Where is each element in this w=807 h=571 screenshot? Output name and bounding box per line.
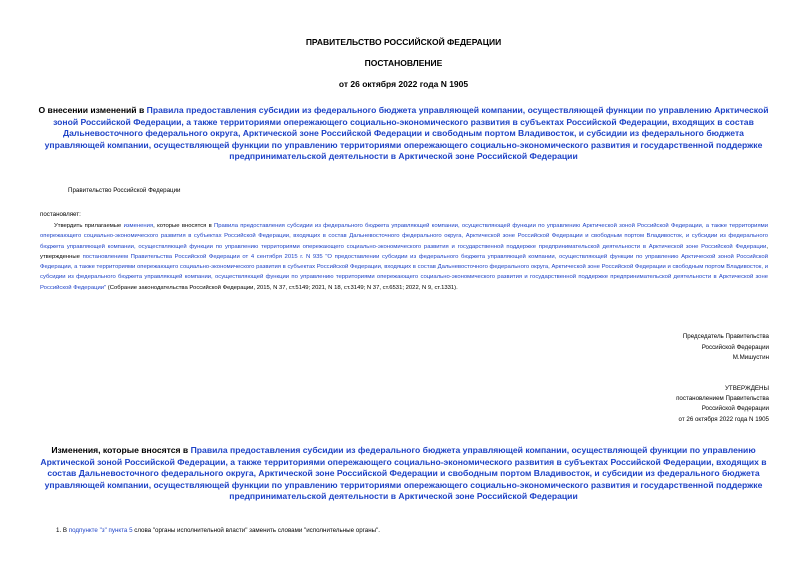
document-type-heading: ПОСТАНОВЛЕНИЕ <box>364 58 443 68</box>
approval-line-4: от 26 октября 2022 года N 1905 <box>678 415 769 423</box>
title-prefix: О внесении изменений в <box>38 105 147 115</box>
document-title <box>38 105 769 163</box>
item-number: 1. В <box>56 527 69 534</box>
para-text-2: , которые вносятся в <box>153 223 215 229</box>
changes-title <box>38 445 769 503</box>
government-label: Правительство Российской Федерации <box>68 187 181 194</box>
title-rules-link[interactable]: Правила предоставления субсидии из федерального бюджета управляющей компании, осуществляющей функции по управлению Арктической зоной Российской Федерации, а также территориями опережающего социально-экономического развития в субъектах Российской Федерации, входящих в состав Дальневосточного федерального округа, Арктической зоне Российской Федерации и свободным портом Владивосток, и субсидии из федерального бюджета управляющей компании, осуществляющей функции по управлению территориями опережающего социально-экономического развития и государственной поддержке предпринимательской деятельности в Арктической зоне Российской Федерации <box>44 105 769 162</box>
approval-block <box>676 384 769 425</box>
signature-line-3: М.Мишустин <box>732 354 769 361</box>
para-text-3: , утвержденные <box>40 243 768 260</box>
document-date-number: от 26 октября 2022 года N 1905 <box>338 79 469 89</box>
subparagraph-link[interactable]: подпункте "з" пункта 5 <box>68 527 133 534</box>
changes-link[interactable]: изменения <box>123 223 154 229</box>
para-text-4: (Собрание законодательства Российской Федерации, 2015, N 37, ст.5149; 2021, N 18, ст.3149; N 37, ст.6531; 2022, N 9, ст.1331). <box>106 284 458 291</box>
signature-block <box>683 332 769 364</box>
changes-title-prefix: Изменения, которые вносятся в <box>51 445 191 455</box>
change-item-1 <box>56 527 380 534</box>
decrees-label: постановляет: <box>40 211 81 218</box>
decree-935-link[interactable]: постановлением Правительства Российской Федерации от 4 сентября 2015 г. N 935 "О предоставлении субсидии из федерального бюджета управляющей компании, осуществляющей функции по управлению Арктической зоной Российской Федерации, а также территориями опережающего социально-экономического развития в субъектах Российской Федерации, входящих в состав Дальневосточного федерального округа, Арктической зоне Российской Федерации и свободным портом Владивосток, и субсидии из федерального бюджета управляющей компании, осуществляющей функции по управлению территориями опережающего социально-экономического развития и государственной поддержке предпринимательской деятельности в Арктической зоне Российской Федерации" <box>40 253 768 291</box>
rules-link[interactable]: Правила предоставления субсидии из федерального бюджета управляющей компании, осуществляющей функции по управлению Арктической зоной Российской Федерации, а также территориями опережающего социально-экономического развития в субъектах Российской Федерации, входящих в состав Дальневосточного федерального округа, Арктической зоне Российской Федерации и свободным портом Владивосток, и субсидии из федерального бюджета управляющей компании, осуществляющей функции по управлению территориями опережающего социально-экономического развития и государственной поддержке предпринимательской деятельности в Арктической зоне Российской Федерации <box>40 223 768 250</box>
main-paragraph <box>40 221 768 293</box>
para-text-1: Утвердить прилагаемые <box>54 223 124 229</box>
authority-heading: ПРАВИТЕЛЬСТВО РОССИЙСКОЙ ФЕДЕРАЦИИ <box>305 37 502 47</box>
changes-title-rules-link[interactable]: Правила предоставления субсидии из федерального бюджета управляющей компании, осуществляющей функции по управлению Арктической зоной Российской Федерации, а также территориями опережающего социально-экономического развития в субъектах Российской Федерации, входящих в состав Дальневосточного федерального округа, Арктической зоне Российской Федерации и свободным портом Владивосток, и субсидии из федерального бюджета управляющей компании, осуществляющей функции по управлению территориями опережающего социально-экономического развития и государственной поддержке предпринимательской деятельности в Арктической зоне Российской Федерации <box>40 445 767 502</box>
approval-line-2: постановлением Правительства <box>676 395 769 403</box>
signature-line-1: Председатель Правительства <box>682 333 769 340</box>
signature-line-2: Российской Федерации <box>701 343 769 351</box>
approval-line-3: Российской Федерации <box>701 405 769 413</box>
item-text: слова "органы исполнительной власти" заменить словами "исполнительные органы". <box>132 527 380 534</box>
approval-line-1: УТВЕРЖДЕНЫ <box>725 385 769 392</box>
